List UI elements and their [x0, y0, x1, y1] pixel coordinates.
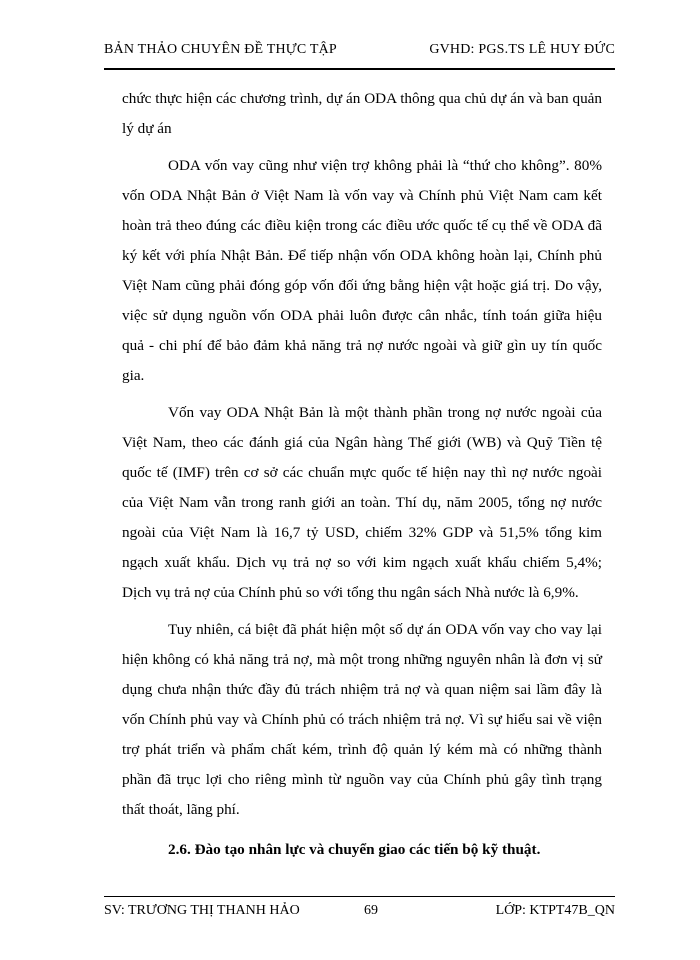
paragraph-foreign-debt: Vốn vay ODA Nhật Bản là một thành phần trong nợ nước ngoài của Việt Nam, theo các đánh giá của Ngân hàng Thế giới (WB) và Quỹ Tiền tệ quốc tế (IMF) trên cơ sở các chuẩn mực quốc tế hiện nay thì nợ nước ngoài của Việt Nam vẫn trong ranh giới an toàn. Thí dụ, năm 2005, tổng nợ nước ngoài của Việt Nam là 16,7 tỷ USD, chiếm 32% GDP và 51,5% tổng kim ngạch xuất khẩu. Dịch vụ trả nợ so với kim ngạch xuất khẩu chiếm 5,4%; Dịch vụ trả nợ của Chính phủ so với tổng thu ngân sách Nhà nước là 6,9%.	[122, 404, 602, 601]
page-header	[104, 38, 615, 70]
paragraph-continuation: chức thực hiện các chương trình, dự án ODA thông qua chủ dự án và ban quản lý dự án	[122, 90, 602, 137]
page-body	[122, 84, 602, 872]
section-heading: 2.6. Đào tạo nhân lực và chuyển giao các tiến bộ kỹ thuật.	[168, 841, 541, 858]
paragraph-repayment-issues: Tuy nhiên, cá biệt đã phát hiện một số dự án ODA vốn vay cho vay lại hiện không có khả năng trả nợ, mà một trong những nguyên nhân là đơn vị sử dụng chưa nhận thức đầy đủ trách nhiệm trả nợ và quan niệm sai lầm đây là vốn Chính phủ vay và Chính phủ có trách nhiệm trả nợ. Vì sự hiểu sai về viện trợ phát triển và phẩm chất kém, trình độ quản lý kém mà có những thành phần đã trục lợi cho riêng mình từ nguồn vay của Chính phủ gây tình trạng thất thoát, lãng phí.	[122, 621, 602, 818]
footer-page-number: 69	[364, 903, 378, 918]
paragraph-oda-loans: ODA vốn vay cũng như viện trợ không phải là “thứ cho không”. 80% vốn ODA Nhật Bản ở Việt Nam là vốn vay và Chính phủ Việt Nam cam kết hoàn trả theo đúng các điều kiện trong các điều ước quốc tế cụ thể về ODA đã ký kết với phía Nhật Bản. Để tiếp nhận vốn ODA không hoàn lại, Chính phủ Việt Nam cũng phải đóng góp vốn đối ứng bằng hiện vật hoặc giá trị. Do vậy, việc sử dụng nguồn vốn ODA phải luôn được cân nhắc, tính toán giữa hiệu quả - chi phí để bảo đảm khả năng trả nợ nước ngoài và giữ gìn uy tín quốc gia.	[122, 157, 602, 384]
header-document-title: BẢN THẢO CHUYÊN ĐỀ THỰC TẬP	[104, 42, 337, 57]
page-footer	[104, 896, 615, 927]
footer-class: LỚP: KTPT47B_QN	[495, 903, 615, 918]
header-supervisor: GVHD: PGS.TS LÊ HUY ĐỨC	[429, 42, 615, 57]
footer-student: SV: TRƯƠNG THỊ THANH HẢO	[104, 903, 300, 918]
